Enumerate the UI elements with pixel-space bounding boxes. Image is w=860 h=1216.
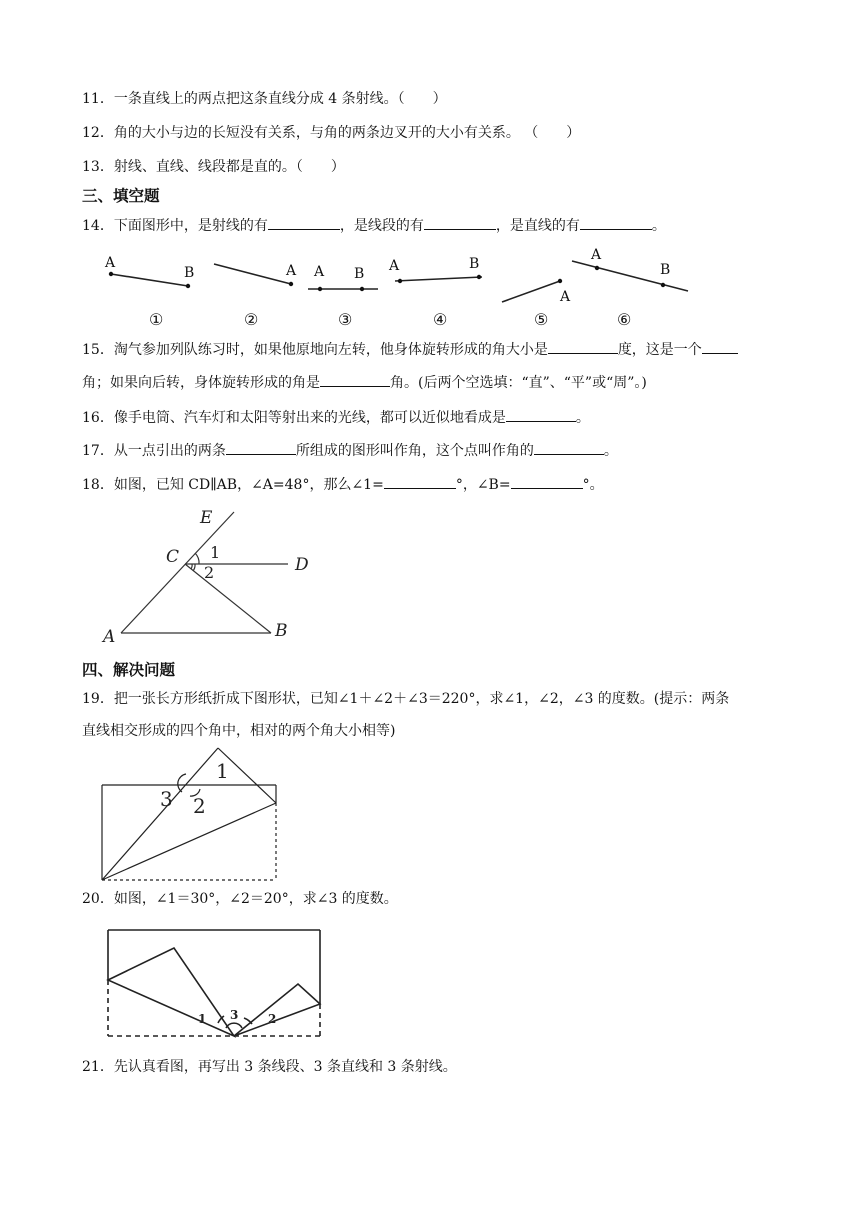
angle-3-label: 3 <box>230 1008 239 1022</box>
q15-blank-degree[interactable] <box>548 339 618 354</box>
section-3-heading: 三、填空题 <box>82 187 160 205</box>
question-13: 13．射线、直线、线段都是直的。（ ） <box>82 159 345 175</box>
q14-blank-ray[interactable] <box>268 215 340 230</box>
fig3-label-a: A <box>314 264 325 280</box>
fig5-number: ⑤ <box>534 310 549 329</box>
question-11: 11．一条直线上的两点把这条直线分成 4 条射线。（ ） <box>82 91 447 107</box>
q14-text-4: 。 <box>651 218 666 234</box>
fig6-number: ⑥ <box>617 310 632 329</box>
fig4-label-a: A <box>389 258 400 274</box>
angle-2-label: 2 <box>204 563 215 582</box>
question-18 <box>82 474 604 495</box>
angle-1-label: 1 <box>216 759 229 783</box>
question-16 <box>82 407 590 428</box>
q18-blank-angleB[interactable] <box>511 474 583 489</box>
fig1-label-b: B <box>184 265 195 281</box>
fig3-number: ③ <box>338 310 353 329</box>
fig4-segment <box>395 277 482 281</box>
angle-1-label: 1 <box>210 543 221 562</box>
label-e: E <box>200 508 213 528</box>
fig3-label-b: B <box>354 266 365 282</box>
q15-text-2: 度，这是一个 <box>617 342 702 358</box>
angle-2-arc <box>244 1018 252 1024</box>
q14-text-2: ，是线段的有 <box>339 218 424 234</box>
label-d: D <box>295 555 309 575</box>
label-a: A <box>103 627 116 647</box>
q19-figure <box>96 744 286 884</box>
angle-2-arc-outer <box>193 564 195 571</box>
label-c: C <box>166 547 180 567</box>
fig5-label-a: A <box>560 289 571 305</box>
q17-text-2: 所组成的图形叫作角，这个点叫作角的 <box>295 443 534 459</box>
q15-blank-angle-type-2[interactable] <box>320 372 390 387</box>
fig1-label-a: A <box>105 255 116 271</box>
q18-blank-angle1[interactable] <box>384 474 456 489</box>
fig4-label-b: B <box>469 256 480 272</box>
q17-blank-2[interactable] <box>534 440 604 455</box>
question-17 <box>82 440 618 461</box>
q15-text-3: 角；如果向后转，身体旋转形成的角是 <box>82 375 320 391</box>
question-19-line-1: 19．把一张长方形纸折成下图形状，已知∠1＋∠2＋∠3＝220°，求∠1，∠2，∠3 的度数。(提示：两条 <box>82 691 730 707</box>
q17-blank-1[interactable] <box>226 440 296 455</box>
question-12: 12．角的大小与边的长短没有关系，与角的两条边叉开的大小有关系。 （ ） <box>82 125 581 141</box>
fig2-ray <box>214 264 291 284</box>
q20-figure <box>102 924 332 1042</box>
fig5-ray <box>502 281 560 302</box>
fig1-number: ① <box>149 310 164 329</box>
question-15-line-1 <box>82 339 738 360</box>
fig4-number: ④ <box>433 310 448 329</box>
q18-text-1: 18．如图，已知 CD∥AB，∠A=48°，那么∠1= <box>82 477 384 493</box>
q18-figure <box>96 502 336 647</box>
question-21: 21．先认真看图，再写出 3 条线段、3 条直线和 3 条射线。 <box>82 1059 457 1075</box>
q16-text-1: 16．像手电筒、汽车灯和太阳等射出来的光线，都可以近似地看成是 <box>82 410 506 426</box>
angle-2-label: 2 <box>193 794 206 818</box>
fig2-label-a: A <box>286 263 297 279</box>
angle-1-arc <box>195 553 199 564</box>
q18-text-2: °，∠B= <box>455 477 511 493</box>
fig6-line <box>572 261 688 291</box>
question-19-line-2: 直线相交形成的四个角中，相对的两个角大小相等) <box>82 723 396 739</box>
q15-text-4: 角。(后两个空选填：“直”、“平”或“周”。) <box>390 375 647 391</box>
question-20: 20．如图，∠1＝30°，∠2＝20°，求∠3 的度数。 <box>82 891 398 907</box>
q14-blank-segment[interactable] <box>424 215 496 230</box>
q17-text-1: 17．从一点引出的两条 <box>82 443 226 459</box>
q17-text-3: 。 <box>603 443 618 459</box>
q14-text-1: 14．下面图形中，是射线的有 <box>82 218 268 234</box>
q14-figure <box>90 246 710 336</box>
segment-cb <box>185 564 271 633</box>
question-15-line-2 <box>82 372 647 393</box>
fig2-number: ② <box>244 310 259 329</box>
section-4-heading: 四、解决问题 <box>82 661 176 679</box>
q16-text-2: 。 <box>575 410 590 426</box>
fig6-label-a: A <box>591 247 602 263</box>
q15-text-1: 15．淘气参加列队练习时，如果他原地向左转，他身体旋转形成的角大小是 <box>82 342 548 358</box>
left-fold <box>108 948 234 1036</box>
q16-blank[interactable] <box>506 407 576 422</box>
q15-blank-angle-type-1[interactable] <box>702 339 738 354</box>
q14-blank-line[interactable] <box>580 215 652 230</box>
angle-3-label: 3 <box>160 787 173 811</box>
question-14 <box>82 215 666 236</box>
right-fold <box>234 984 320 1036</box>
q14-text-3: ，是直线的有 <box>495 218 580 234</box>
angle-1-label: 1 <box>198 1012 207 1026</box>
angle-2-arc <box>191 564 192 569</box>
fold-crease <box>102 803 276 880</box>
fig1-segment <box>111 274 188 286</box>
label-b: B <box>275 621 288 641</box>
q18-text-3: °。 <box>582 477 604 493</box>
angle-2-label: 2 <box>268 1012 277 1026</box>
fig6-label-b: B <box>660 262 671 278</box>
line-ae <box>121 512 234 633</box>
